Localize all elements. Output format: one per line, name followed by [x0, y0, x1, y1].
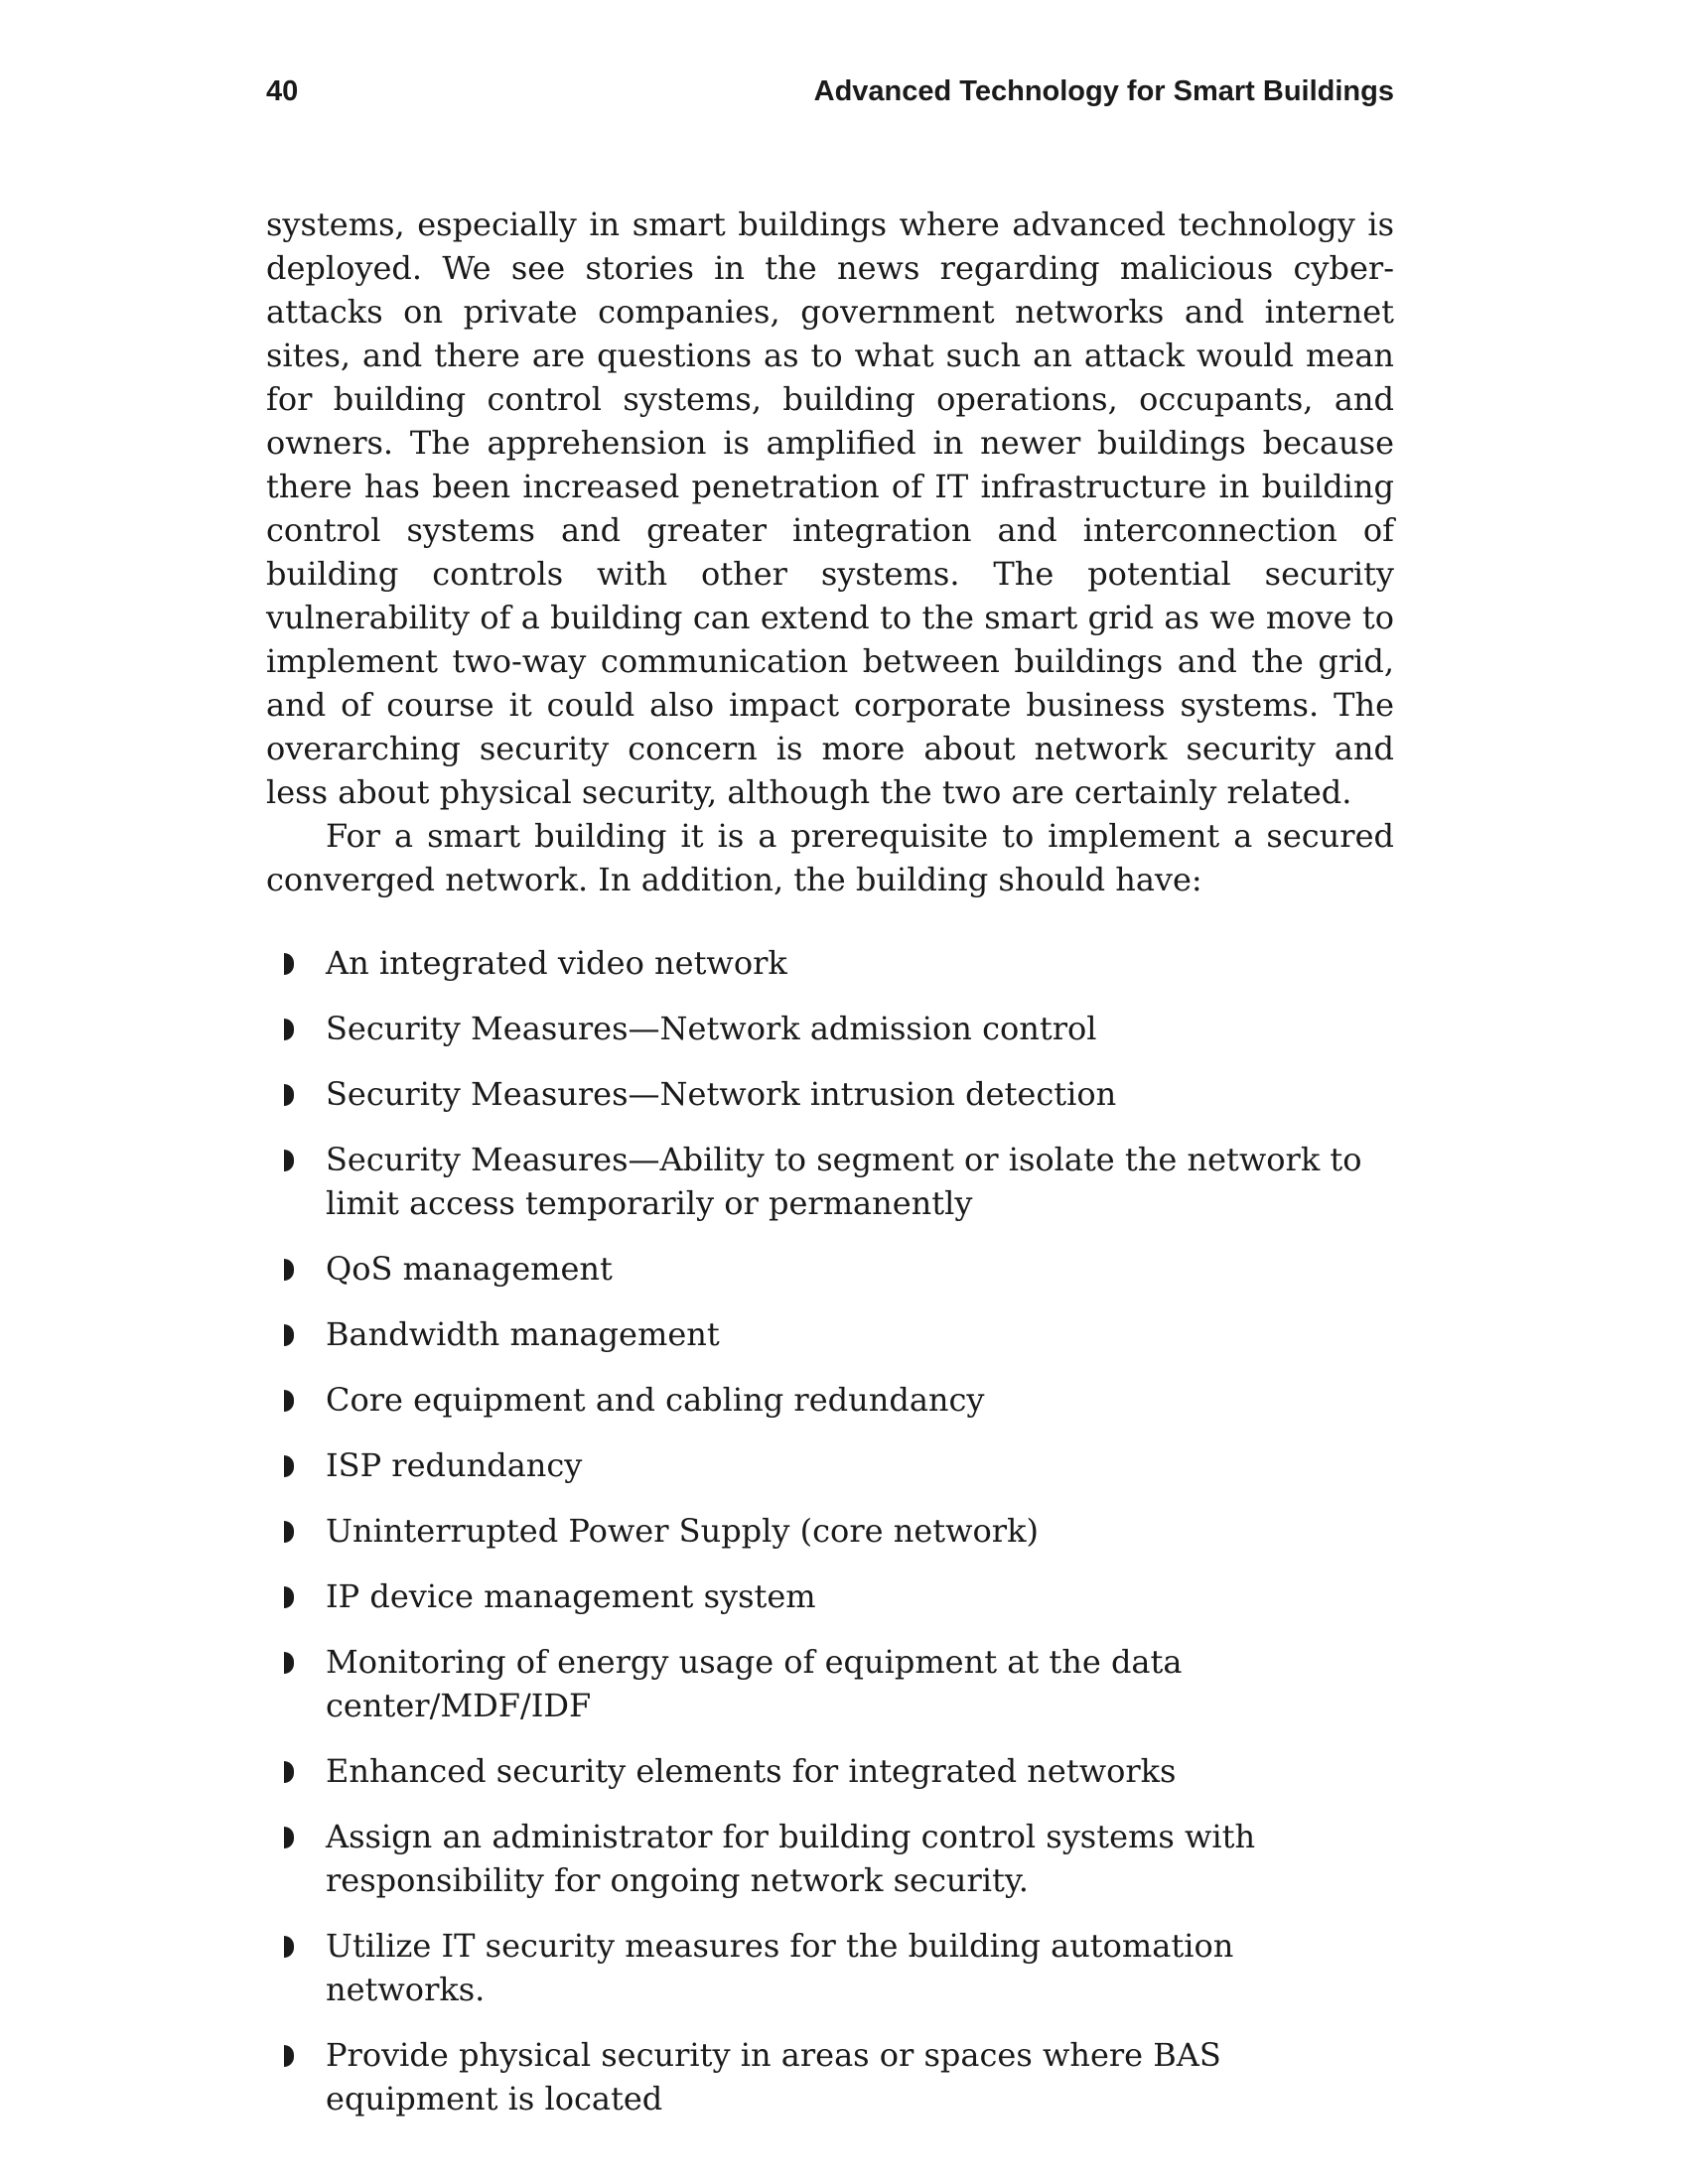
list-item-text: Core equipment and cabling redundancy	[326, 1381, 985, 1419]
book-page	[266, 69, 1394, 2142]
body-text	[266, 203, 1394, 2120]
list-item-text: QoS management	[326, 1250, 613, 1288]
list-item	[266, 1749, 1394, 1793]
list-item-text: Bandwidth management	[326, 1315, 720, 1353]
list-item-text: Utilize IT security measures for the building automation networks.	[326, 1927, 1234, 2008]
bullet-icon	[284, 1827, 294, 1848]
list-item-text: Security Measures—Network admission control	[326, 1010, 1097, 1047]
list-item	[266, 1443, 1394, 1487]
list-item	[266, 941, 1394, 985]
list-item	[266, 1072, 1394, 1116]
list-item	[266, 1138, 1394, 1225]
list-item	[266, 1247, 1394, 1291]
paragraph: systems, especially in smart buildings where advanced technology is deployed. We see stories in the news regarding malicious cyber-attacks on private companies, government networks and internet sites, and there are questions as to what such an attack would mean for building control systems, building operations, occupants, and owners. The apprehension is amplified in newer buildings because there has been increased penetration of IT infrastructure in building control systems and greater integration and interconnection of building controls with other systems. The potential security vulnerability of a building can extend to the smart grid as we move to implement two-way communication between buildings and the grid, and of course it could also impact corporate business systems. The overarching security concern is more about network security and less about physical security, although the two are certainly related.	[266, 205, 1394, 811]
bullet-icon	[284, 1936, 294, 1958]
bullet-icon	[284, 1521, 294, 1543]
bullet-icon	[284, 1259, 294, 1281]
list-item-text: Uninterrupted Power Supply (core network)	[326, 1512, 1039, 1550]
bullet-icon	[284, 1324, 294, 1346]
list-item-text: Assign an administrator for building control systems with responsibility for ongoing network security.	[326, 1818, 1256, 1899]
bullet-icon	[284, 1390, 294, 1412]
list-item	[266, 2033, 1394, 2120]
bullet-icon	[284, 2045, 294, 2067]
list-item	[266, 1312, 1394, 1356]
bullet-icon	[284, 1150, 294, 1171]
list-item-text: IP device management system	[326, 1577, 816, 1615]
list-item	[266, 1007, 1394, 1050]
list-item	[266, 1378, 1394, 1422]
list-item-text: Security Measures—Ability to segment or isolate the network to limit access temporarily or permanently	[326, 1141, 1362, 1222]
list-item	[266, 1815, 1394, 1902]
bullet-icon	[284, 1455, 294, 1477]
list-item	[266, 1640, 1394, 1727]
bullet-list	[266, 941, 1394, 2120]
bullet-icon	[284, 1084, 294, 1106]
list-item-text: Enhanced security elements for integrated networks	[326, 1752, 1177, 1790]
running-title: Advanced Technology for Smart Buildings	[813, 75, 1394, 107]
bullet-icon	[284, 1652, 294, 1674]
bullet-icon	[284, 1761, 294, 1783]
list-item-text: Provide physical security in areas or spaces where BAS equipment is located	[326, 2036, 1221, 2117]
list-item-text: Monitoring of energy usage of equipment at the data center/MDF/IDF	[326, 1643, 1183, 1724]
bullet-icon	[284, 1019, 294, 1040]
list-item-text: An integrated video network	[326, 944, 787, 982]
list-item-text: Security Measures—Network intrusion detection	[326, 1075, 1117, 1113]
list-item	[266, 1574, 1394, 1618]
bullet-icon	[284, 953, 294, 975]
page-number: 40	[266, 75, 299, 107]
paragraph: For a smart building it is a prerequisite to implement a secured converged network. In addition, the building should have:	[266, 817, 1394, 898]
list-item	[266, 1509, 1394, 1553]
bullet-icon	[284, 1586, 294, 1608]
list-item	[266, 1924, 1394, 2011]
list-item-text: ISP redundancy	[326, 1446, 583, 1484]
running-header	[266, 69, 1394, 113]
